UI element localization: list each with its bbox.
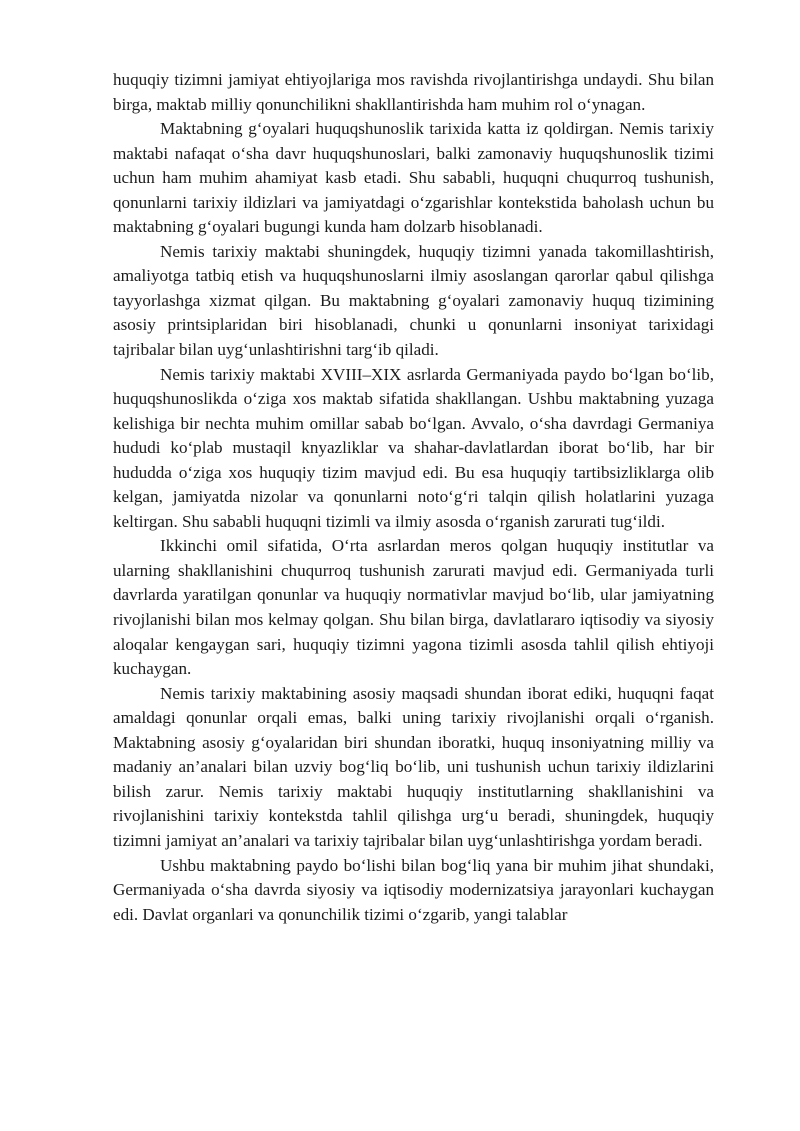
paragraph: Nemis tarixiy maktabining asosiy maqsadi shundan iborat ediki, huquqni faqat amaldagi qonunlar orqali emas, balki uning tarixiy rivojlanishi orqali o‘rganish. Maktabning asosiy g‘oyalaridan biri shundan iboratki, huquq insoniyatning milliy va madaniy an’analari bilan uzviy bog‘liq bo‘lib, uni tushunish uchun tarixiy ildizlarini bilish zarur. Nemis tarixiy maktabi huquqiy institutlarning shakllanishini va rivojlanishini tarixiy kontekstda tahlil qilishga urg‘u beradi, shuningdek, huquqiy tizimni jamiyat an’analari va tarixiy tajribalar bilan uyg‘unlashtirishga yordam beradi.: [113, 683, 714, 850]
paragraph: Nemis tarixiy maktabi shuningdek, huquqiy tizimni yanada takomillashtirish, amaliyotga tatbiq etish va huquqshunoslarni ilmiy asoslangan qarorlar qabul qilishga tayyorlashga xizmat qilgan. Bu maktabning g‘oyalari zamonaviy huquq tizimining asosiy printsiplaridan biri hisoblanadi, chunki u qonunlarni insoniyat tarixidagi tajribalar bilan uyg‘unlashtirishni targ‘ib qiladi.: [113, 241, 714, 360]
paragraph-continued: huquqiy tizimni jamiyat ehtiyojlariga mos ravishda rivojlantirishga undaydi. Shu bilan birga, maktab milliy qonunchilikni shakllantirishda ham muhim rol o‘ynagan.: [113, 70, 714, 114]
paragraph-truncated: Ushbu maktabning paydo bo‘lishi bilan bog‘liq yana bir muhim jihat shundaki, Germaniyada o‘sha davrda siyosiy va iqtisodiy modernizatsiya jarayonlari kuchaygan edi. Davlat organlari va qonunchilik tizimi o‘zgarib, yangi talablar: [113, 855, 714, 924]
paragraph: Maktabning g‘oyalari huquqshunoslik tarixida katta iz qoldirgan. Nemis tarixiy maktabi nafaqat o‘sha davr huquqshunoslari, balki zamonaviy huquqshunoslik tizimi uchun ham muhim ahamiyat kasb etadi. Shu sababli, huquqni chuqurroq tushunish, qonunlarni tarixiy ildizlari va jamiyatdagi o‘zgarishlar kontekstida baholash uchun bu maktabning g‘oyalari bugungi kunda ham dolzarb hisoblanadi.: [113, 119, 714, 237]
paragraph: Ikkinchi omil sifatida, O‘rta asrlardan meros qolgan huquqiy institutlar va ularning shakllanishini chuqurroq tushunish zarurati mavjud edi. Germaniyada turli davrlarda yaratilgan qonunlar va huquqiy normativlar mavjud bo‘lib, ular jamiyatning rivojlanishi bilan mos kelmay qolgan. Shu bilan birga, davlatlararo iqtisodiy va siyosiy aloqalar kengaygan sari, huquqiy tizimni yagona tizimli asosda tahlil qilish ehtiyoji kuchaygan.: [113, 536, 714, 679]
paragraph: Nemis tarixiy maktabi XVIII–XIX asrlarda Germaniyada paydo bo‘lgan bo‘lib, huquqshunoslikda o‘ziga xos maktab sifatida shakllangan. Ushbu maktabning yuzaga kelishiga bir nechta muhim omillar sabab bo‘lgan. Avvalo, o‘sha davrdagi Germaniya hududi ko‘plab mustaqil knyazliklar va shahar-davlatlardan iborat bo‘lib, har bir hududda o‘ziga xos huquqiy tizim mavjud edi. Bu esa huquqiy tartibsizliklarga olib kelgan, jamiyatda nizolar va qonunlarni noto‘g‘ri talqin qilish holatlarini yuzaga keltirgan. Shu sababli huquqni tizimli va ilmiy asosda o‘rganish zarurati tug‘ildi.: [113, 364, 714, 531]
